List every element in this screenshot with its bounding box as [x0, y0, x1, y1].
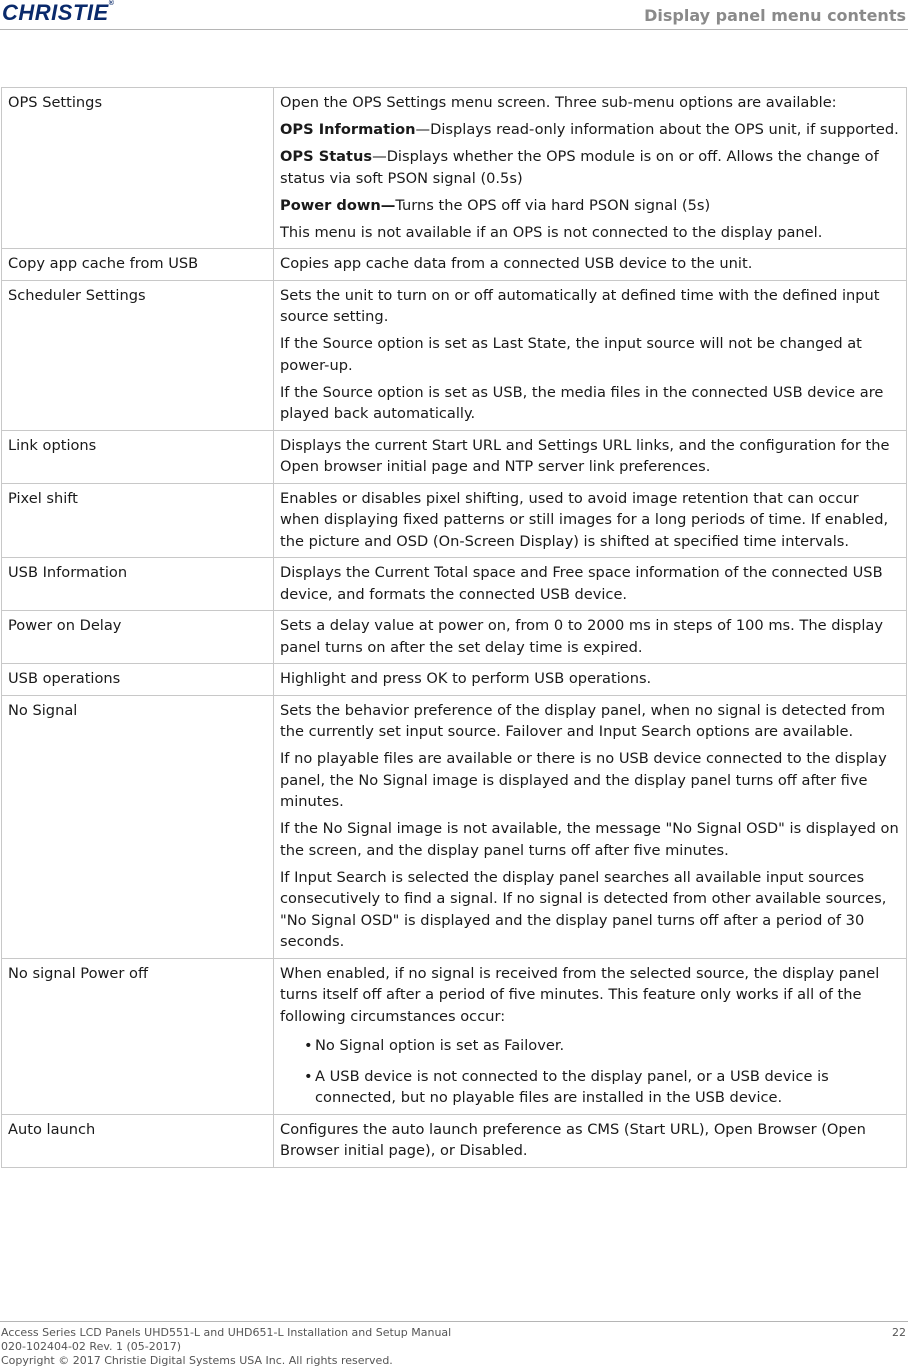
menu-item-name: Auto launch [2, 1114, 274, 1167]
paragraph-text: —Displays whether the OPS module is on or off. Allows the change of status via soft PSON signal (0.5s) [280, 148, 879, 187]
paragraph-text: If the Source option is set as Last State, the input source will not be changed at power-up. [280, 335, 862, 374]
table-row [2, 249, 907, 281]
description-paragraph [280, 253, 900, 275]
menu-table-body [2, 88, 907, 1168]
description-paragraph [280, 562, 900, 605]
menu-item-name: Scheduler Settings [2, 280, 274, 430]
list-item [304, 1035, 900, 1057]
footer-manual-title: Access Series LCD Panels UHD551-L and UHD651-L Installation and Setup Manual [1, 1326, 452, 1339]
menu-item-name: USB Information [2, 558, 274, 611]
logo-registered-mark: ® [108, 0, 115, 7]
description-paragraph [280, 146, 900, 189]
description-paragraph [280, 818, 900, 861]
paragraph-text: Highlight and press OK to perform USB operations. [280, 670, 652, 687]
description-paragraph [280, 195, 900, 217]
description-paragraph [280, 615, 900, 658]
option-name: OPS Status [280, 148, 373, 165]
table-row [2, 280, 907, 430]
description-paragraph [280, 668, 900, 690]
description-paragraph [280, 119, 900, 141]
menu-item-description [274, 483, 907, 558]
paragraph-text: Copies app cache data from a connected USB device to the unit. [280, 255, 753, 272]
description-paragraph [280, 748, 900, 813]
logo-text: CHRISTIE [2, 0, 109, 25]
paragraph-text: Enables or disables pixel shifting, used to avoid image retention that can occur when displaying fixed patterns or still images for a long periods of time. If enabled, the picture and OSD (On-Screen Display) is shifted at specified time intervals. [280, 489, 889, 550]
paragraph-text: Sets the unit to turn on or off automatically at defined time with the defined input source setting. [280, 286, 880, 325]
paragraph-text: Sets a delay value at power on, from 0 to 2000 ms in steps of 100 ms. The display panel turns on after the set delay time is expired. [280, 617, 884, 656]
description-paragraph [280, 435, 900, 478]
christie-logo [2, 0, 114, 26]
description-paragraph [280, 700, 900, 743]
paragraph-text: Displays the Current Total space and Free space information of the connected USB device, and formats the connected USB device. [280, 564, 883, 603]
paragraph-text: Open the OPS Settings menu screen. Three sub-menu options are available: [280, 94, 837, 111]
bullet-icon: • [304, 1037, 313, 1054]
footer-doc-number: 020-102404-02 Rev. 1 (05-2017) [1, 1340, 182, 1353]
description-paragraph [280, 222, 900, 244]
paragraph-text: Configures the auto launch preference as CMS (Start URL), Open Browser (Open Browser initial page), or Disabled. [280, 1120, 866, 1159]
menu-item-description [274, 1114, 907, 1167]
table-row [2, 483, 907, 558]
option-name: OPS Information [280, 121, 416, 138]
page-title: Display panel menu contents [644, 6, 906, 25]
menu-item-description [274, 695, 907, 958]
menu-item-name: USB operations [2, 664, 274, 696]
paragraph-text: If the No Signal image is not available, the message "No Signal OSD" is displayed on the screen, and the display panel turns off after five minutes. [280, 820, 899, 859]
description-paragraph [280, 1119, 900, 1162]
description-paragraph [280, 333, 900, 376]
page-number: 22 [892, 1326, 906, 1339]
paragraph-text: —Displays read-only information about the OPS unit, if supported. [415, 121, 899, 138]
table-row [2, 695, 907, 958]
menu-item-name: Link options [2, 430, 274, 483]
list-item [304, 1066, 900, 1109]
menu-item-description [274, 430, 907, 483]
table-row [2, 664, 907, 696]
menu-item-name: Copy app cache from USB [2, 249, 274, 281]
table-row [2, 430, 907, 483]
menu-item-name: OPS Settings [2, 88, 274, 249]
bullet-icon: • [304, 1067, 313, 1085]
table-row [2, 1114, 907, 1167]
menu-item-name: No Signal [2, 695, 274, 958]
list-item-text: A USB device is not connected to the display panel, or a USB device is connected, but no playable files are installed in the USB device. [315, 1067, 829, 1106]
table-row [2, 958, 907, 1114]
menu-item-name: No signal Power off [2, 958, 274, 1114]
description-paragraph [280, 382, 900, 425]
description-paragraph [280, 963, 900, 1028]
bullet-list [280, 1035, 900, 1109]
description-paragraph [280, 285, 900, 328]
paragraph-text: Displays the current Start URL and Settings URL links, and the configuration for the Open browser initial page and NTP server link preferences. [280, 436, 890, 475]
table-row [2, 558, 907, 611]
paragraph-text: If no playable files are available or there is no USB device connected to the display panel, the No Signal image is displayed and the display panel turns off after five minutes. [280, 750, 887, 810]
paragraph-text: Turns the OPS off via hard PSON signal (5s) [395, 196, 711, 214]
menu-item-description [274, 280, 907, 430]
footer-copyright: Copyright © 2017 Christie Digital Systems USA Inc. All rights reserved. [1, 1354, 393, 1367]
paragraph-text: Sets the behavior preference of the display panel, when no signal is detected from the currently set input source. Failover and Input Search options are available. [280, 701, 886, 740]
header-divider [0, 29, 908, 30]
page-header [0, 0, 908, 30]
menu-item-description [274, 88, 907, 249]
menu-item-name: Power on Delay [2, 611, 274, 664]
page-footer [1, 1326, 451, 1368]
menu-contents-table [1, 87, 907, 1168]
table-row [2, 88, 907, 249]
footer-divider [0, 1321, 908, 1322]
description-paragraph [280, 488, 900, 553]
paragraph-text: This menu is not available if an OPS is not connected to the display panel. [280, 223, 823, 241]
description-paragraph [280, 92, 900, 114]
menu-item-description [274, 611, 907, 664]
option-name: Power down— [280, 196, 396, 214]
menu-item-description [274, 664, 907, 696]
table-row [2, 611, 907, 664]
list-item-text: No Signal option is set as Failover. [315, 1037, 565, 1054]
description-paragraph [280, 867, 900, 953]
paragraph-text: When enabled, if no signal is received from the selected source, the display panel turns itself off after a period of five minutes. This feature only works if all of the following circumstances occur: [280, 964, 880, 1025]
paragraph-text: If Input Search is selected the display panel searches all available input sources consecutively to find a signal. If no signal is detected from other available sources, "No Signal OSD" is displayed and the display panel turns off after a period of 30 seconds. [280, 868, 887, 950]
paragraph-text: If the Source option is set as USB, the media files in the connected USB device are played back automatically. [280, 383, 884, 422]
menu-item-description [274, 958, 907, 1114]
menu-item-description [274, 249, 907, 281]
menu-item-description [274, 558, 907, 611]
menu-item-name: Pixel shift [2, 483, 274, 558]
